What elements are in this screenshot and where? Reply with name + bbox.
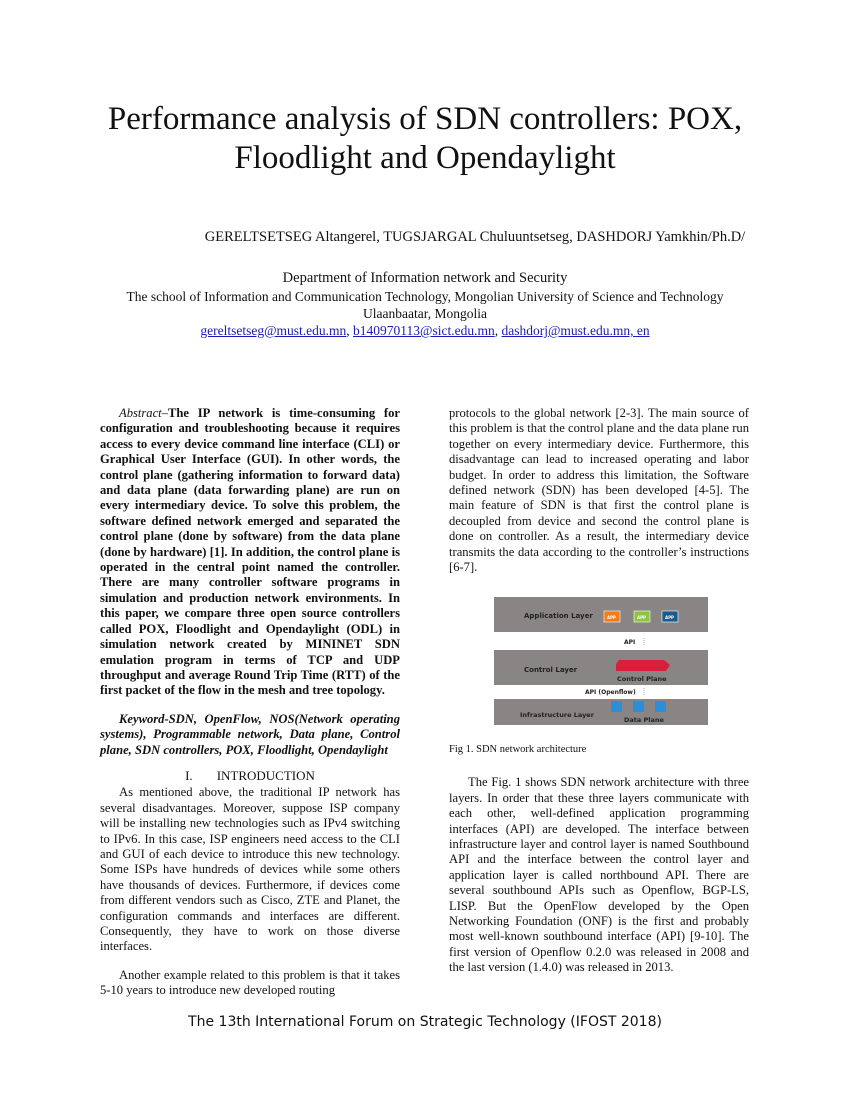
control-layer-label: Control Layer xyxy=(524,666,578,675)
app-label: APP xyxy=(665,615,674,621)
title-line: Performance analysis of SDN controllers: POX, xyxy=(107,101,743,137)
section-title: INTRODUCTION xyxy=(216,767,315,783)
left-column xyxy=(100,406,400,999)
abstract-text: The IP network is time-consuming for configuration and troubleshooting because it requires access to every device command line interface (CLI) or Graphical User Interface (GUI). In other words, the control plane (gathering information to forward data) and data plane (data forwarding plane) are run on every intermediary device. To solve this problem, the software defined network emerged and separated the control plane (done by software) from the data plane (done by hardware) [1]. In addition, the control plane is operated in the central point named the controller. There are many controller software programs in simulation and production network environments. In this paper, we compare three open source controllers called POX, Floodlight and Opendaylight (ODL) in simulation network created by MININET SDN emulation program in terms of TCP and UDP throughput and average Round Trip Time (RTT) of the first packet of the flow in the mesh and tree topology. xyxy=(100,406,400,698)
email-link[interactable]: dashdorj@must.edu.mn, en xyxy=(501,323,650,338)
app-label: APP xyxy=(637,615,646,621)
keywords: Keyword-SDN, OpenFlow, NOS(Network operating systems), Programmable network, Data plane, Control plane, SDN controllers, POX, Floodlight, Opendaylight xyxy=(100,711,400,757)
department: Department of Information network and Security xyxy=(282,270,568,286)
application-layer-label: Application Layer xyxy=(524,612,593,621)
abstract-label: Abstract– xyxy=(119,406,168,420)
switch-icon xyxy=(633,701,644,712)
section-number: I. xyxy=(185,767,193,783)
paragraph: protocols to the global network [2-3]. The main source of this problem is that the control plane and the data plane run together on every intermediary device. Furthermore, this disadvantage can lead to increased operating and labor budget. In order to address this limitation, the Software defined network (SDN) has been developed [4-5]. The main feature of SDN is that first the control plane is decoupled from device and second the control plane is done on controller. As a result, the intermediary device transmits the data according to the controller’s instructions [6-7]. xyxy=(449,406,749,575)
authors: GERELTSETSEG Altangerel, TUGSJARGAL Chuluuntsetseg, DASHDORJ Yamkhin/Ph.D/ xyxy=(204,229,746,245)
api-label: API xyxy=(624,639,636,647)
switch-icon xyxy=(611,701,622,712)
school: The school of Information and Communication Technology, Mongolian University of Science and Technology xyxy=(126,289,724,304)
title-line: Floodlight and Opendaylight xyxy=(234,140,616,176)
city: Ulaanbaatar, Mongolia xyxy=(363,306,487,321)
paper-title xyxy=(0,100,850,178)
email-link[interactable]: b140970113@sict.edu.mn xyxy=(353,323,495,338)
right-column xyxy=(449,406,749,976)
infrastructure-layer-label: Infrastructure Layer xyxy=(520,711,594,720)
email-link[interactable]: gereltsetseg@must.edu.mn xyxy=(200,323,347,338)
paragraph: Another example related to this problem is that it takes 5-10 years to introduce new developed routing xyxy=(100,967,400,998)
sdn-architecture-figure xyxy=(494,597,708,725)
paragraph: As mentioned above, the traditional IP network has several disadvantages. Moreover, suppose ISP company will be installing new technologies such as IPv4 switching to IPv6. In this case, ISP engineers need access to the CLI and GUI of each device to introduce this new technology. Some ISPs have hundreds of devices while some others have thousands of devices. Furthermore, if devices come from different vendors such as Cisco, ZTE and Planet, the configuration commands and interfaces are different. Consequently, they have to work on those diverse interfaces. xyxy=(100,785,400,954)
app-label: APP xyxy=(607,615,616,621)
emails xyxy=(0,322,850,339)
figure-caption: Fig 1. SDN network architecture xyxy=(449,743,587,755)
data-plane-label: Data Plane xyxy=(624,716,664,725)
control-plane-label: Control Plane xyxy=(617,675,667,684)
controller-icon xyxy=(616,660,670,671)
separator: , xyxy=(494,323,502,338)
footer: The 13th International Forum on Strategic Technology (IFOST 2018) xyxy=(188,1014,662,1030)
api-openflow-label: API (Openflow) xyxy=(585,689,636,697)
switch-icon xyxy=(655,701,666,712)
paragraph: The Fig. 1 shows SDN network architecture with three layers. In order that these three layers communicate with each other, well-defined application programming interfaces (API) are developed. The interface between infrastructure layer and control layer is named Southbound API and the interface between the control layer and application layer is called northbound API. There are several southbound APIs such as Openflow, BGP-LS, LISP. But the OpenFlow developed by the Open Networking Foundation (ONF) is the first and probably most well-known southbound interface (API) [9-10]. The first version of Openflow 0.2.0 was released in 2008 and the last version (1.4.0) was released in 2013. xyxy=(449,775,749,975)
section-heading xyxy=(100,768,400,783)
separator: , xyxy=(346,323,354,338)
affiliation xyxy=(0,270,850,339)
abstract xyxy=(100,406,400,699)
